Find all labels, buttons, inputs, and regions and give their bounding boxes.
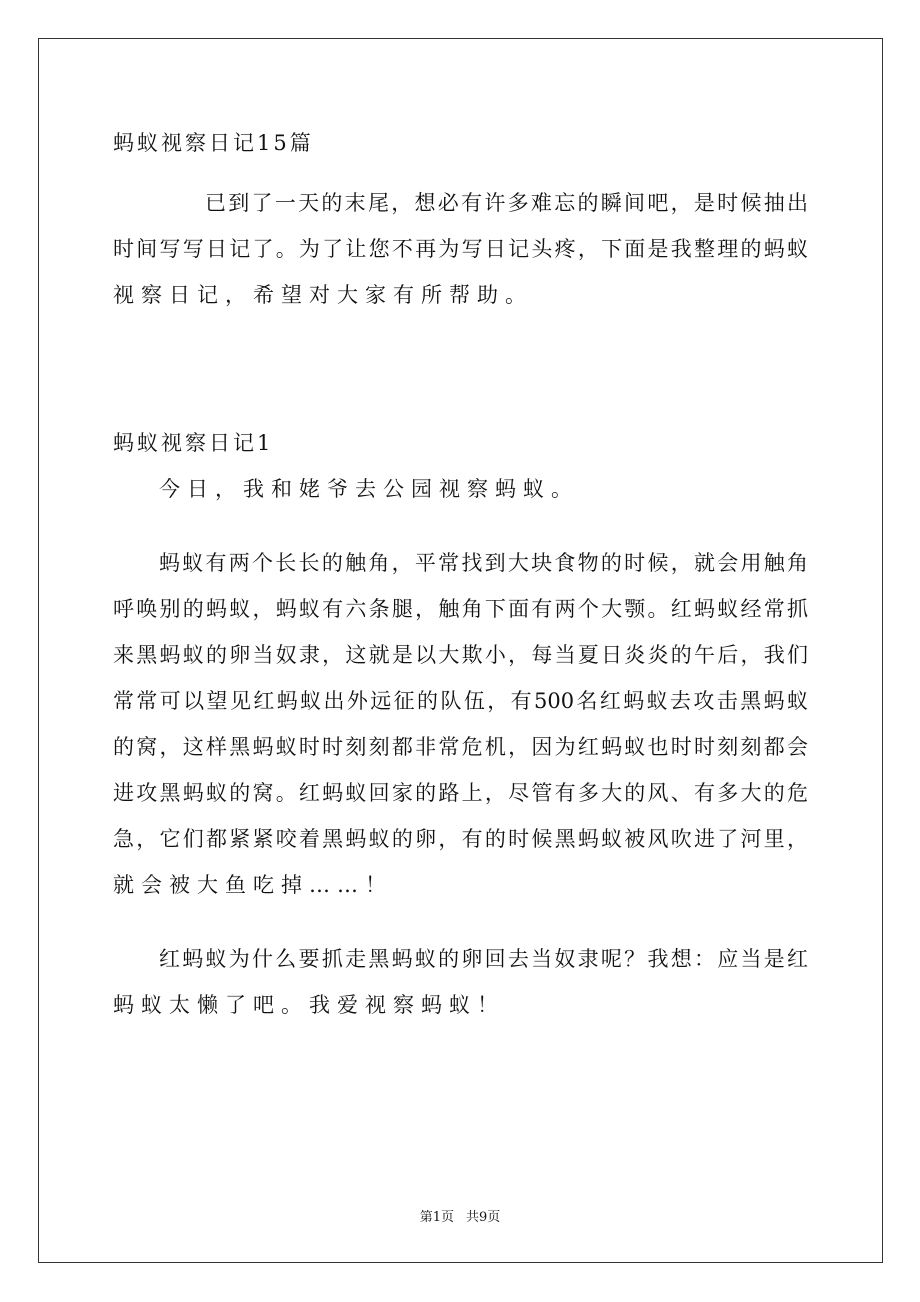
page-number: 第1页 [419,1210,454,1225]
paragraph-line: 常常可以望见红蚂蚁出外远征的队伍，有500名红蚂蚁去攻击黑蚂蚁 [113,689,808,713]
paragraph-line: 来黑蚂蚁的卵当奴隶，这就是以大欺小，每当夏日炎炎的午后，我们 [113,643,808,667]
paragraph-line: 蚂蚁太懒了吧。我爱视察蚂蚁！ [113,993,505,1017]
paragraph-line: 就会被大鱼吃掉……！ [113,873,393,897]
paragraph-line: 红蚂蚁为什么要抓走黑蚂蚁的卵回去当奴隶呢？我想：应当是红 [159,947,808,971]
paragraph-line: 呼唤别的蚂蚁，蚂蚁有六条腿，触角下面有两个大颚。红蚂蚁经常抓 [113,597,808,621]
paragraph-line: 的窝，这样黑蚂蚁时时刻刻都非常危机，因为红蚂蚁也时时刻刻都会 [113,735,808,759]
paragraph-line: 急，它们都紧紧咬着黑蚂蚁的卵，有的时候黑蚂蚁被风吹进了河里， [113,827,808,851]
intro-line: 时间写写日记了。为了让您不再为写日记头疼，下面是我整理的蚂蚁 [113,237,808,261]
document-title: 蚂蚁视察日记15篇 [113,131,314,155]
intro-line: 视察日记，希望对大家有所帮助。 [113,283,533,307]
intro-line: 已到了一天的末尾，想必有许多难忘的瞬间吧，是时候抽出 [205,191,808,215]
section-title: 蚂蚁视察日记1 [113,431,274,455]
paragraph-line: 蚂蚁有两个长长的触角，平常找到大块食物的时候，就会用触角 [159,551,808,575]
paragraph-line: 今日，我和姥爷去公园视察蚂蚁。 [159,477,579,501]
page-total: 共9页 [466,1210,501,1225]
page-footer [0,1206,920,1225]
paragraph-line: 进攻黑蚂蚁的窝。红蚂蚁回家的路上，尽管有多大的风、有多大的危 [113,781,808,805]
